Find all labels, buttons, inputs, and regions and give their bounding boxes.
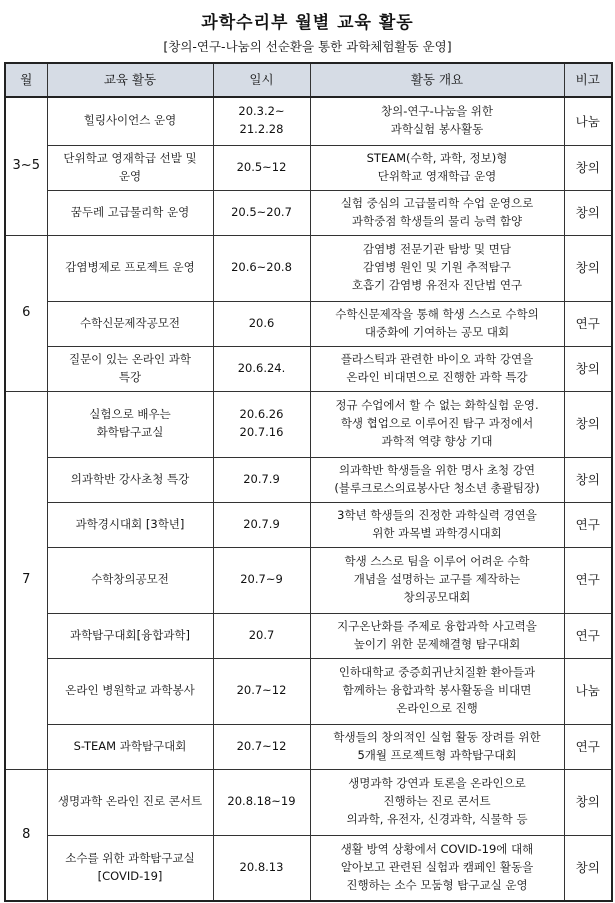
document-subtitle: [창의-연구-나눔의 선순환을 통한 과학체험활동 운영]	[163, 39, 452, 54]
table-row	[5, 235, 612, 301]
date-cell	[213, 235, 310, 301]
summary-cell	[310, 613, 564, 658]
summary-text: 학생 협업으로 이루어진 탐구 과정에서	[340, 416, 534, 431]
table-row	[5, 769, 612, 835]
note-cell: 창의	[564, 235, 612, 301]
summary-text: 진행하는 진로 콘서트	[383, 794, 491, 809]
month-cell: 7	[5, 391, 47, 769]
activity-text: 감염병제로 프로젝트 운영	[65, 260, 195, 275]
note-cell: 연구	[564, 613, 612, 658]
activity-text: 단위학교 영재학급 선발 및	[63, 150, 197, 165]
summary-text: 의과학, 유전자, 신경과학, 식물학 등	[346, 811, 528, 826]
summary-cell	[310, 769, 564, 835]
activity-text: 과학탐구대회[융합과학]	[69, 627, 191, 642]
summary-cell	[310, 658, 564, 724]
summary-text: (블루크로스의료봉사단 청소년 총괄팀장)	[334, 480, 540, 495]
header-summary: 활동 개요	[310, 63, 564, 97]
date-cell	[213, 769, 310, 835]
date-text: 20.6.24.	[237, 360, 286, 375]
summary-text: 위한 과목별 과학경시대회	[372, 525, 502, 540]
activity-cell	[47, 658, 213, 724]
summary-cell	[310, 457, 564, 502]
summary-text: 진행하는 소수 모둠형 탐구교실 운영	[346, 877, 528, 892]
date-cell	[213, 190, 310, 235]
summary-text: 과학실험 봉사활동	[390, 122, 484, 137]
date-cell	[213, 346, 310, 391]
month-cell: 3~5	[5, 97, 47, 235]
month-cell: 6	[5, 235, 47, 391]
activity-text: 온라인 병원학교 과학봉사	[65, 683, 195, 698]
date-cell	[213, 457, 310, 502]
summary-text: 단위학교 영재학급 운영	[377, 168, 497, 183]
activity-text: 질문이 있는 온라인 과학	[68, 351, 192, 366]
activity-text: 과학경시대회 [3학년]	[75, 516, 185, 531]
table-header-row	[5, 63, 612, 97]
table-row	[5, 145, 612, 190]
date-text: 20.7.9	[243, 516, 280, 531]
activity-text: 꿈두레 고급물리학 운영	[70, 204, 190, 219]
date-text: 20.5~12	[236, 159, 287, 174]
activity-text: 수학신문제작공모전	[80, 315, 180, 330]
date-text: 20.7	[248, 627, 275, 642]
date-text: 20.6	[248, 315, 275, 330]
date-cell	[213, 145, 310, 190]
activity-cell	[47, 346, 213, 391]
summary-text: 5개월 프로젝트형 과학탐구대회	[357, 747, 517, 762]
activity-cell	[47, 145, 213, 190]
table-row	[5, 346, 612, 391]
date-text: 20.8.18~19	[227, 794, 296, 809]
note-cell: 창의	[564, 835, 612, 901]
summary-cell	[310, 835, 564, 901]
activity-table	[4, 62, 613, 902]
activity-cell	[47, 502, 213, 547]
date-text: 21.2.28	[239, 122, 284, 137]
date-text: 20.8.13	[239, 859, 284, 874]
summary-text: 온라인으로 진행	[396, 700, 478, 715]
date-text: 20.7.16	[239, 425, 284, 439]
activity-text: 힐링사이언스 운영	[83, 113, 177, 128]
note-cell: 창의	[564, 346, 612, 391]
summary-cell	[310, 346, 564, 391]
date-cell	[213, 658, 310, 724]
activity-text: 수학창의공모전	[91, 572, 169, 587]
summary-text: 과학중점 학생들의 물리 능력 함양	[351, 213, 523, 228]
activity-text: 실험으로 배우는	[89, 407, 171, 422]
document-title: 과학수리부 월별 교육 활동	[201, 13, 414, 33]
date-cell	[213, 391, 310, 457]
activity-text: 소수를 위한 과학탐구교실	[65, 850, 195, 865]
date-cell	[213, 724, 310, 769]
summary-text: 수학신문제작을 통해 학생 스스로 수학의	[335, 306, 539, 321]
activity-cell	[47, 457, 213, 502]
summary-text: 함께하는 융합과학 봉사활동을 비대면	[342, 683, 532, 698]
summary-text: 개념을 설명하는 교구를 제작하는	[353, 572, 521, 587]
header-activity: 교육 활동	[47, 63, 213, 97]
summary-cell	[310, 145, 564, 190]
summary-text: 실험 중심의 고급물리학 수업 운영으로	[340, 195, 534, 210]
activity-text: 화학탐구교실	[96, 425, 164, 439]
summary-text: 학생들의 창의적인 실험 활동 장려를 위한	[333, 729, 541, 744]
note-cell: 창의	[564, 145, 612, 190]
note-cell: 연구	[564, 502, 612, 547]
table-row	[5, 658, 612, 724]
note-cell: 연구	[564, 547, 612, 613]
date-text: 20.5~20.7	[231, 204, 292, 219]
summary-text: 호흡기 감염병 유전자 진단법 연구	[351, 277, 523, 292]
table-row	[5, 835, 612, 901]
date-text: 20.7.9	[243, 471, 280, 486]
date-text: 20.7~12	[236, 683, 287, 698]
summary-text: 알아보고 관련된 실험과 캠페인 활동을	[340, 859, 534, 874]
table-row	[5, 613, 612, 658]
activity-cell	[47, 97, 213, 145]
note-cell: 창의	[564, 769, 612, 835]
summary-text: 3학년 학생들의 진정한 과학실력 경연을	[337, 507, 537, 522]
summary-text: 감염병 전문기관 탐방 및 면담	[363, 242, 511, 257]
date-text: 20.6~20.8	[231, 260, 292, 275]
summary-text: 의과학반 학생들을 위한 명사 초청 강연	[338, 462, 536, 477]
activity-text: 운영	[118, 168, 142, 183]
date-text: 20.3.2~	[238, 104, 285, 119]
activity-cell	[47, 235, 213, 301]
date-cell	[213, 835, 310, 901]
summary-text: 지구온난화를 주제로 융합과학 사고력을	[337, 618, 537, 633]
month-cell: 8	[5, 769, 47, 901]
date-cell	[213, 613, 310, 658]
note-cell: 창의	[564, 391, 612, 457]
activity-cell	[47, 835, 213, 901]
summary-text: 대중화에 기여하는 공모 대회	[364, 324, 510, 339]
summary-cell	[310, 301, 564, 346]
summary-cell	[310, 97, 564, 145]
activity-cell	[47, 301, 213, 346]
table-row	[5, 301, 612, 346]
date-cell	[213, 301, 310, 346]
summary-text: 온라인 비대면으로 진행한 과학 특강	[346, 369, 528, 384]
table-row	[5, 724, 612, 769]
activity-cell	[47, 547, 213, 613]
table-row	[5, 502, 612, 547]
summary-cell	[310, 235, 564, 301]
summary-text: 높이기 위한 문제해결형 탐구대회	[353, 636, 521, 651]
note-cell: 창의	[564, 457, 612, 502]
summary-text: 학생 스스로 팀을 이루어 어려운 수학	[344, 554, 530, 569]
date-cell	[213, 547, 310, 613]
summary-text: 정규 수업에서 할 수 없는 화학실험 운영.	[335, 398, 539, 413]
summary-cell	[310, 190, 564, 235]
activity-cell	[47, 391, 213, 457]
summary-text: 플라스틱과 관련한 바이오 과학 강연을	[340, 351, 534, 366]
summary-text: 인하대학교 중증희귀난치질환 환아들과	[338, 665, 536, 680]
activity-text: S-TEAM 과학탐구대회	[73, 738, 187, 753]
activity-cell	[47, 190, 213, 235]
summary-text: 생명과학 강연과 토론을 온라인으로	[348, 776, 526, 791]
date-cell	[213, 502, 310, 547]
date-text: 20.7~9	[240, 572, 283, 587]
summary-text: 감염병 원인 및 기원 추적탐구	[363, 260, 511, 275]
summary-text: 창의공모대회	[403, 589, 471, 604]
date-text: 20.7~12	[236, 738, 287, 753]
table-row	[5, 190, 612, 235]
table-row	[5, 457, 612, 502]
header-month: 월	[5, 63, 47, 97]
note-cell: 나눔	[564, 97, 612, 145]
activity-cell	[47, 724, 213, 769]
summary-text: 창의-연구-나눔을 위한	[381, 104, 493, 119]
activity-text: 특강	[118, 369, 142, 384]
header-date: 일시	[213, 63, 310, 97]
summary-text: STEAM(수학, 과학, 정보)형	[366, 150, 508, 165]
date-text: 20.6.26	[239, 407, 284, 422]
summary-text: 생활 방역 상황에서 COVID-19에 대해	[340, 842, 534, 857]
summary-cell	[310, 502, 564, 547]
activity-text: [COVID-19]	[97, 868, 163, 883]
activity-text: 의과학반 강사초청 특강	[70, 471, 190, 486]
date-cell	[213, 97, 310, 145]
summary-cell	[310, 391, 564, 457]
table-row	[5, 97, 612, 145]
activity-text: 생명과학 온라인 진로 콘서트	[57, 794, 203, 809]
summary-text: 과학적 역량 향상 기대	[381, 433, 493, 448]
table-body	[5, 97, 612, 901]
note-cell: 나눔	[564, 658, 612, 724]
note-cell: 창의	[564, 190, 612, 235]
summary-cell	[310, 547, 564, 613]
note-cell: 연구	[564, 301, 612, 346]
note-cell: 연구	[564, 724, 612, 769]
summary-cell	[310, 724, 564, 769]
activity-cell	[47, 613, 213, 658]
table-row	[5, 547, 612, 613]
table-row	[5, 391, 612, 457]
activity-cell	[47, 769, 213, 835]
header-note: 비고	[564, 63, 612, 97]
